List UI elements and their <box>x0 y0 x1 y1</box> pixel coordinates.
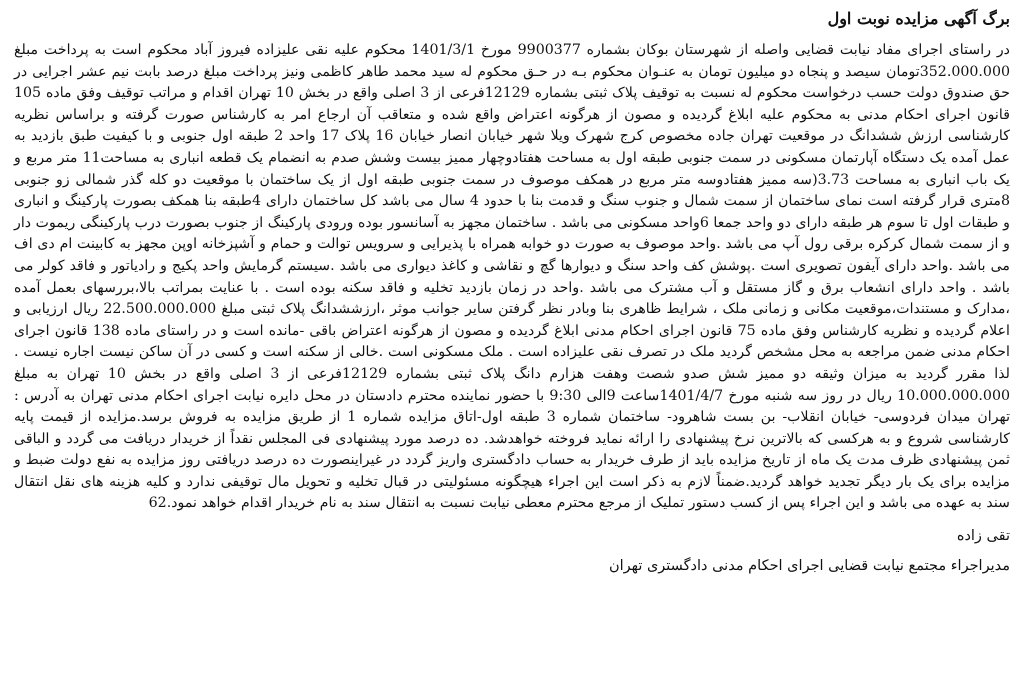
signature-block <box>14 523 1010 579</box>
notice-title: برگ آگهی مزایده نوبت اول <box>827 9 1010 28</box>
signature-name: تقی زاده <box>956 528 1010 545</box>
signature-title: مدیراجراء مجتمع نیابت قضایی اجرای احکام مدنی دادگستری تهران <box>608 558 1010 575</box>
notice-body: در راستای اجرای مفاد نیابت قضایی واصله از شهرستان بوکان بشماره 9900377 مورخ 1401/3/1 محکوم علیه نقی علیزاده فیروز آباد محکوم است به پرداخت مبلغ 352.000.000تومان سیصد و پنجاه دو میلیون تومان به عنـوان محکوم بـه در حـق محکوم له سید محمد طاهر کاظمی ونیز پرداخت مبلغ درصد بابت نیم عشر اجرایی در حق صندوق دولت حسب درخواست محکوم له نسبت به توقیف پلاک ثبتی بشماره 12129فرعی از 3 اصلی واقع در بخش 10 تهران اقدام و مراتب توقیف وفق ماده 105 قانون اجرای احکام مدنی به محکوم علیه ابلاغ گردیده و مصون از هرگونه اعتراض واقع شده و متعاقب آن ارجاع امر به کارشناس صورت گرفته و براساس نظریه کارشناسی ارزش ششدانگ در موقعیت تهران جاده مخصوص کرج شهرک ویلا شهر خیابان انصار خیابان 16 پلاک 17 واحد 2 طبقه اول جنوبی و با کیفیت طبق بازدید به عمل آمده یک دستگاه آپارتمان مسکونی در سمت جنوبی طبقه اول به مساحت هفتادوچهار ممیز بیست وشش صدم به انضمام یک قطعه انباری به مساحت11 متر مربع و یک باب انباری به مساحت 3.73(سه ممیز هفتادوسه متر مربع در همکف موصوف در سمت جنوبی طبقه اول از یک ساختمان با موقعیت دو کله گذر شمالی زو جنوبی 8متری قرار گرفته است نمای ساختمان از سمت شمال و جنوب سنگ و قدمت بنا با حدود 4 سال می باشد کل ساختمان دارای 4طبقه بنا همکف بصورت پارکینگ و انباری و طبقات اول تا سوم هر طبقه دارای دو واحد جمعا 6واحد مسکونی می باشد . ساختمان مجهز به آسانسور بوده ورودی پارکینگ از جنوب بصورت درب پارکینگی ریموت دار و از سمت شمال کرکره برقی رول آپ می باشد .واحد موصوف به صورت دو خوابه همراه با پذیرایی و سرویس توالت و حمام و آشپزخانه اوپن مجهز به کابینت ام دی اف می باشد .واحد دارای آیفون تصویری است .پوشش کف واحد سنگ و دیوارها گچ و نقاشی و کاغذ دیواری می باشد .سیستم گرمایش واحد پکیج و رادیاتور و فاقد کولر می باشد . واحد دارای انشعاب برق و گاز مستقل و آب مشترک می باشد .واحد در زمان بازدید تخلیه و فاقد سکنه بوده است . با عنایت بمراتب بالا،بررسهای بعمل آمده ،مدارک و مستندات،موقعیت مکانی و زمانی ملک ، شرایط ظاهری بنا وبادر نظر گرفتن سایر جوانب موثر ،ارزششدانگ پلاک ثبتی مبلغ 22.500.000.000 ریال ارزیابی و اعلام گردیده و نظریه کارشناس وفق ماده 75 قانون اجرای احکام مدنی ابلاغ گردیده و مصون از هرگونه اعتراض باقی -مانده است و در راستای ماده 138 قانون اجرای احکام مدنی ضمن مراجعه به محل مشخص گردید ملک در تصرف نقی علیزاده است . ملک مسکونی است .خالی از سکنه است و کسی در آن ساکن نیست اجاره نیست . لذا مقرر گردید به میزان وثیقه دو ممیز شش صدو شصت وهفت هزارم دانگ پلاک ثبتی بشماره 12129فرعی از 3 اصلی واقع در بخش 10 تهران به مبلغ 10.000.000.000 ریال در روز سه شنبه مورخ 1401/4/7ساعت 9الی 9:30 با حضور نماینده محترم دادستان در محل دایره نیابت اجرای احکام مدنی تهران به آدرس : تهران میدان فردوسی- خیابان انقلاب- بن بست شاهرود- ساختمان شماره 3 طبقه اول-اتاق مزایده شماره 1 از طریق مزایده به فروش برسد.مزایده از قیمت پایه کارشناسی شروع و به هرکسی که بالاترین نرخ پیشنهادی را ارائه نماید فروخته خواهدشد. ده درصد مورد پیشنهادی فی المجلس نقداً از خریدار دریافت می گردد و الباقی ثمن پیشنهادی ظرف مدت یک ماه از تاریخ مزایده باید از طرف خریدار به حساب دادگستری واریز گردد در غیراینصورت ده درصد دریافتی روز مزایده به نفع دولت ضبط و مزایده برای یک بار دیگر تجدید خواهد گردید.ضمناً لازم به ذکر است این اجراء هیچگونه مسئولیتی در قبال تخلیه و تحویل مال توقیفی ندارد و کلیه هزینه های نقل انتقال سند به عهده می باشد و این اجراء پس از کسب دستور تملیک از مرجع محترم معطی نیابت نسبت به انتقال سند به نام خریدار اقدام خواهد نمود.62 <box>14 42 1011 512</box>
